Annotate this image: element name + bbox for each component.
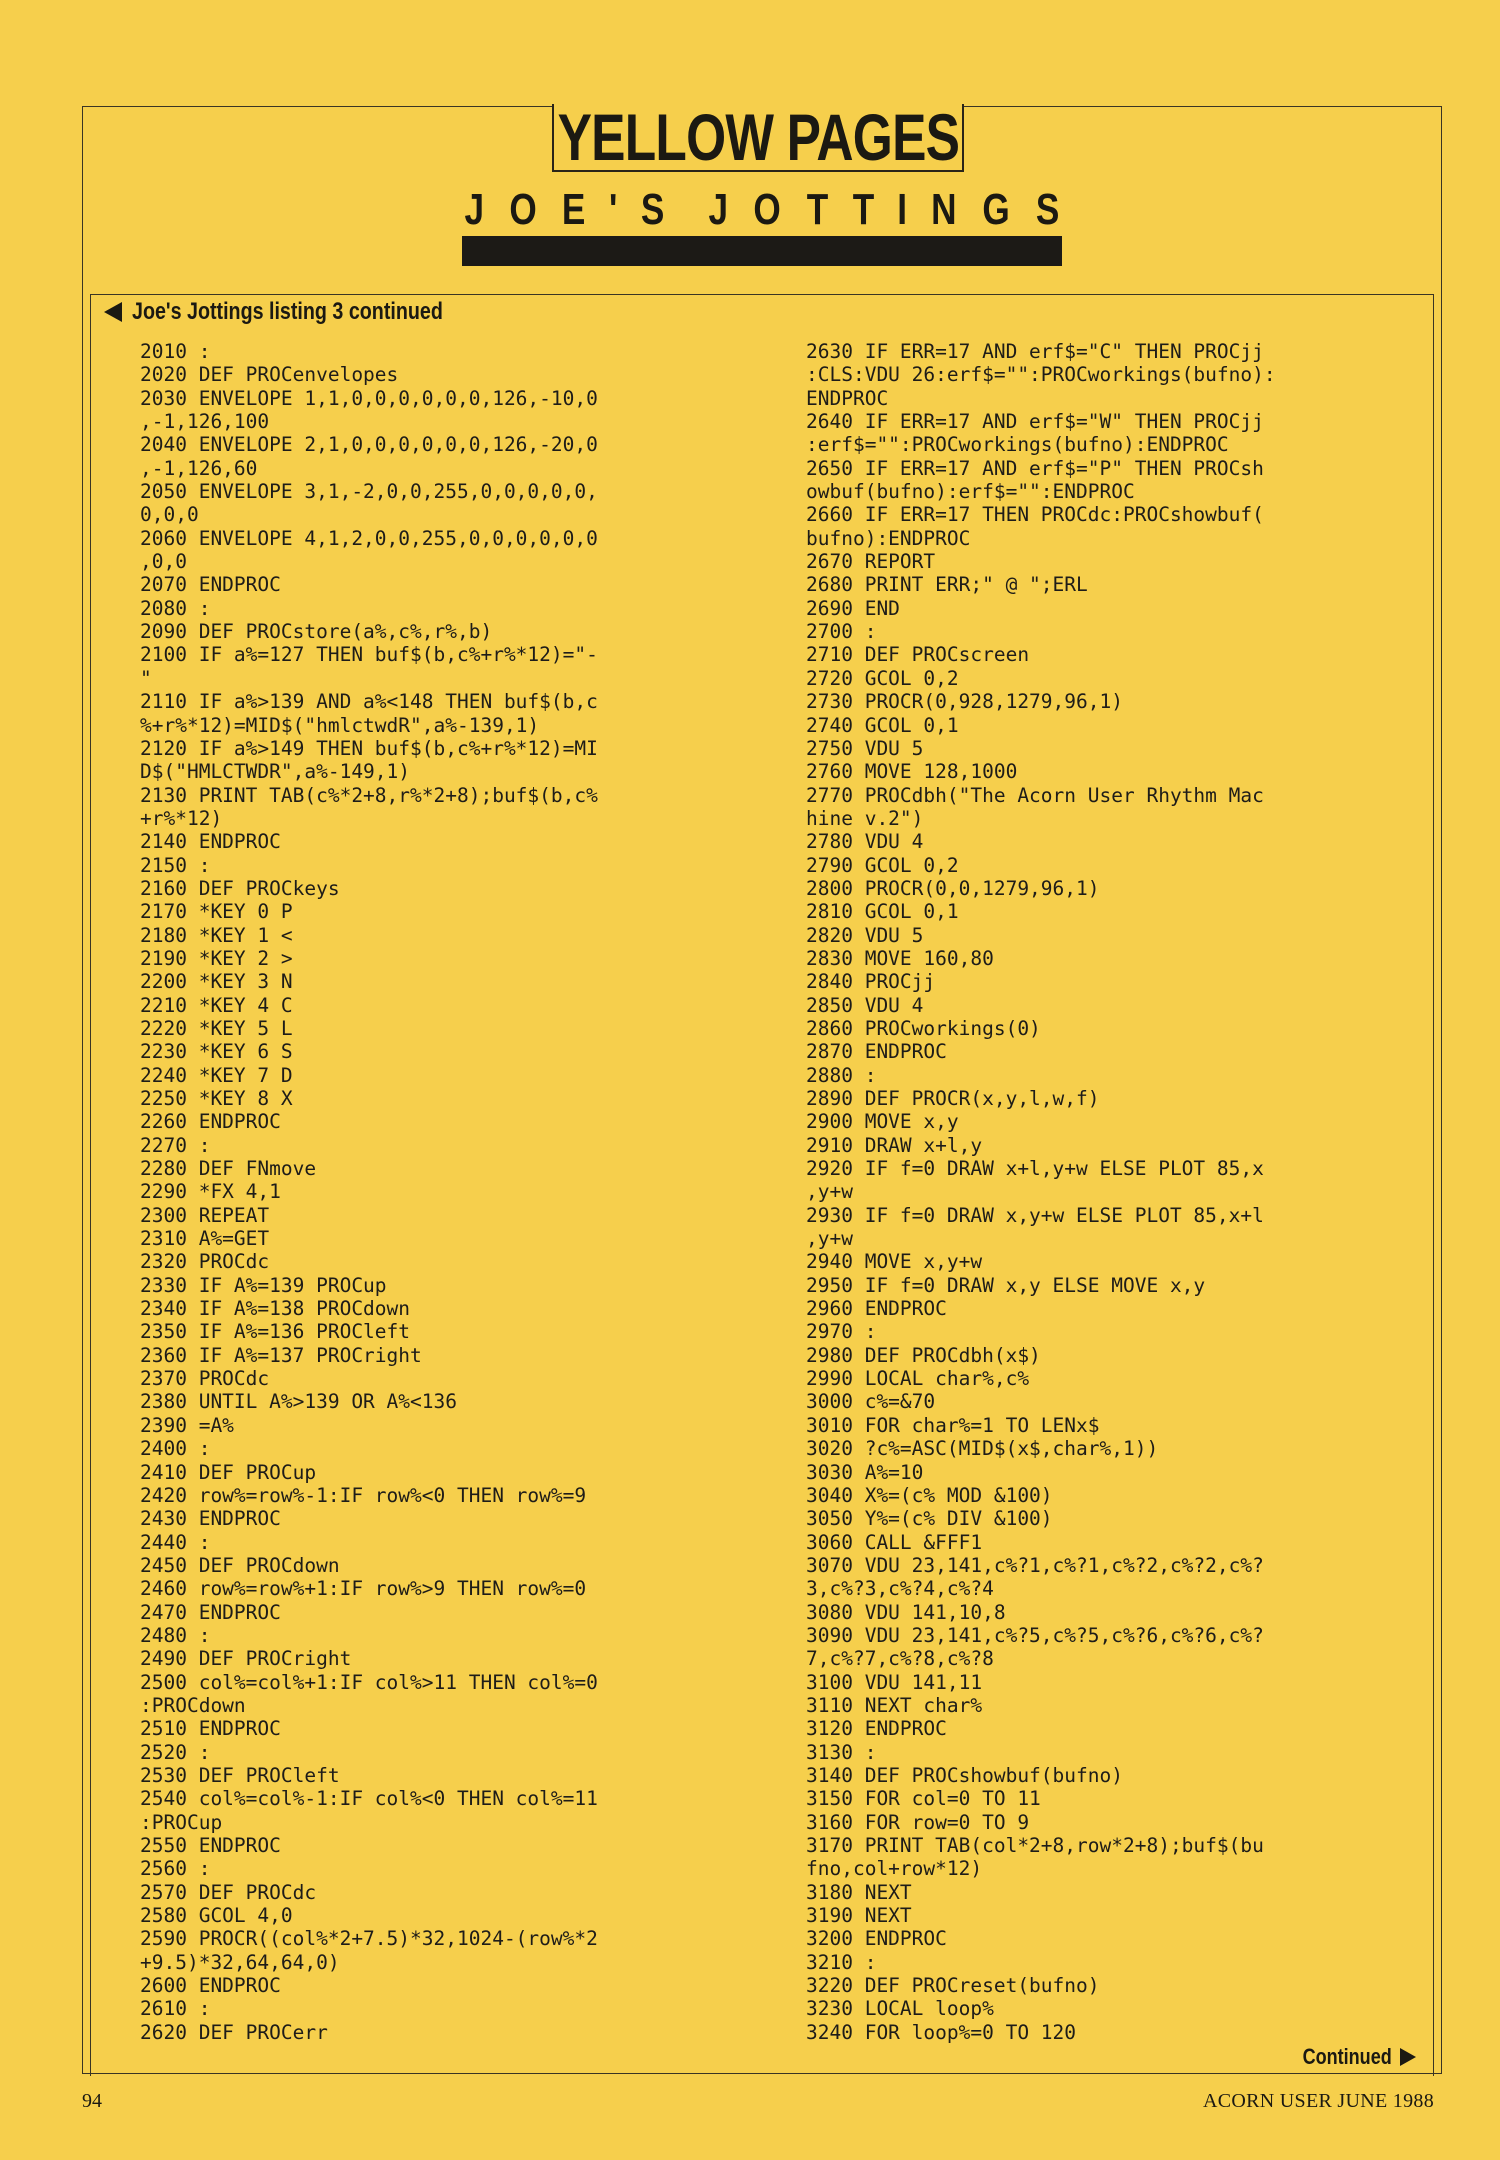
code-line: 2550 ENDPROC xyxy=(140,1834,281,1857)
code-line: 2740 GCOL 0,1 xyxy=(806,713,959,737)
code-line: 2560 : xyxy=(140,1857,211,1881)
code-line: 3030 A%=10 xyxy=(806,1460,924,1484)
code-line: 3120 ENDPROC xyxy=(806,1717,947,1741)
code-line: 2530 DEF PROCleft xyxy=(140,1763,340,1787)
code-line: :CLS:VDU 26:erf$="":PROCworkings(bufno): xyxy=(806,363,1276,387)
code-line: 2640 IF ERR=17 AND erf$="W" THEN PROCjj xyxy=(806,410,1264,434)
code-line: 2630 IF ERR=17 AND erf$="C" THEN PROCjj xyxy=(806,340,1264,363)
code-line: 3130 : xyxy=(806,1740,877,1764)
page-number: 94 xyxy=(82,2090,102,2112)
code-line: 2320 PROCdc xyxy=(140,1250,270,1274)
code-line: 3080 VDU 141,10,8 xyxy=(806,1600,1006,1624)
code-line: " xyxy=(140,666,152,690)
code-line: 2960 ENDPROC xyxy=(806,1297,947,1321)
subtitle-letter: E xyxy=(562,185,586,234)
code-line: 2040 ENVELOPE 2,1,0,0,0,0,0,0,126,-20,0 xyxy=(140,433,598,457)
code-line: 2570 DEF PROCdc xyxy=(140,1880,317,1904)
code-line: fno,col+row*12) xyxy=(806,1857,983,1881)
subtitle-letter: S xyxy=(1035,185,1059,234)
code-line: ,y+w xyxy=(806,1227,853,1251)
subtitle-letter: J xyxy=(708,185,729,234)
code-line: 2390 =A% xyxy=(140,1413,234,1437)
code-line: 2880 : xyxy=(806,1063,877,1087)
code-line: 3140 DEF PROCshowbuf(bufno) xyxy=(806,1763,1123,1787)
code-line: 2580 GCOL 4,0 xyxy=(140,1904,293,1928)
code-line: 2440 : xyxy=(140,1530,211,1554)
code-line: 3180 NEXT xyxy=(806,1880,912,1904)
code-line: :PROCup xyxy=(140,1810,223,1834)
code-line: hine v.2") xyxy=(806,806,924,830)
code-line: 2470 ENDPROC xyxy=(140,1600,281,1624)
code-line: 2310 A%=GET xyxy=(140,1227,270,1251)
code-line: 2180 *KEY 1 < xyxy=(140,923,293,947)
code-line: 2110 IF a%>139 AND a%<148 THEN buf$(b,c xyxy=(140,690,598,714)
code-line: 2930 IF f=0 DRAW x,y+w ELSE PLOT 85,x+l xyxy=(806,1203,1264,1227)
code-line: 2990 LOCAL char%,c% xyxy=(806,1367,1030,1391)
code-line: 3040 X%=(c% MOD &100) xyxy=(806,1483,1053,1507)
title-underline-bar xyxy=(462,236,1062,266)
code-line: 2020 DEF PROCenvelopes xyxy=(140,363,399,387)
code-line: ENDPROC xyxy=(806,386,889,410)
magazine-credit: ACORN USER JUNE 1988 xyxy=(1202,2090,1434,2112)
code-line: 2760 MOVE 128,1000 xyxy=(806,760,1018,784)
code-line: 2450 DEF PROCdown xyxy=(140,1553,340,1577)
code-line: 2210 *KEY 4 C xyxy=(140,993,293,1017)
subtitle-letter: O xyxy=(509,185,537,234)
subtitle-letter: G xyxy=(982,185,1010,234)
code-line: 2290 *FX 4,1 xyxy=(140,1180,281,1204)
section-title-box xyxy=(552,100,964,174)
code-line: 2870 ENDPROC xyxy=(806,1040,947,1064)
code-line: 3010 FOR char%=1 TO LENx$ xyxy=(806,1413,1100,1437)
code-line: 2510 ENDPROC xyxy=(140,1717,281,1741)
subtitle-letter: O xyxy=(753,185,781,234)
subtitle-letter: ' xyxy=(609,185,618,234)
code-line: 2670 REPORT xyxy=(806,550,936,574)
code-line: 2660 IF ERR=17 THEN PROCdc:PROCshowbuf( xyxy=(806,503,1264,527)
code-line: 2610 : xyxy=(140,1997,211,2021)
code-line: 2590 PROCR((col%*2+7.5)*32,1024-(row%*2 xyxy=(140,1927,598,1951)
code-line: 3000 c%=&70 xyxy=(806,1390,936,1414)
code-line: 2130 PRINT TAB(c%*2+8,r%*2+8);buf$(b,c% xyxy=(140,783,598,807)
code-line: 2240 *KEY 7 D xyxy=(140,1063,293,1087)
code-line: 2190 *KEY 2 > xyxy=(140,946,293,970)
right-arrow-icon xyxy=(1400,2048,1416,2066)
subtitle-letter: T xyxy=(852,185,875,234)
code-line: 2720 GCOL 0,2 xyxy=(806,666,959,690)
code-line: 2860 PROCworkings(0) xyxy=(806,1016,1041,1040)
code-line: :erf$="":PROCworkings(bufno):ENDPROC xyxy=(806,433,1229,457)
code-line: 2030 ENVELOPE 1,1,0,0,0,0,0,0,126,-10,0 xyxy=(140,386,598,410)
code-line: 3050 Y%=(c% DIV &100) xyxy=(806,1507,1053,1531)
code-line: 2600 ENDPROC xyxy=(140,1974,281,1998)
code-line: 2750 VDU 5 xyxy=(806,736,924,760)
code-line: 2280 DEF FNmove xyxy=(140,1157,317,1181)
continued-label: Continued xyxy=(1302,2044,1392,2069)
code-line: 2140 ENDPROC xyxy=(140,830,281,854)
subtitle-letter: N xyxy=(930,185,957,234)
code-line: 2810 GCOL 0,1 xyxy=(806,900,959,924)
code-line: 3100 VDU 141,11 xyxy=(806,1670,983,1694)
code-column-right xyxy=(806,340,1394,2044)
code-line: 3190 NEXT xyxy=(806,1904,912,1928)
code-line: 2500 col%=col%+1:IF col%>11 THEN col%=0 xyxy=(140,1670,598,1694)
code-line: ,0,0 xyxy=(140,550,187,574)
code-line: 2410 DEF PROCup xyxy=(140,1460,317,1484)
subtitle-letter: J xyxy=(464,185,485,234)
code-line: 2350 IF A%=136 PROCleft xyxy=(140,1320,411,1344)
subtitle-letter: S xyxy=(640,185,665,234)
code-line: 2780 VDU 4 xyxy=(806,830,924,854)
code-line: 2160 DEF PROCkeys xyxy=(140,876,340,900)
code-line: 2820 VDU 5 xyxy=(806,923,924,947)
section-title: YELLOW PAGES xyxy=(557,100,959,174)
code-line: 2420 row%=row%-1:IF row%<0 THEN row%=9 xyxy=(140,1483,587,1507)
code-line: 2490 DEF PROCright xyxy=(140,1647,352,1671)
code-line: 2620 DEF PROCerr xyxy=(140,2020,328,2044)
code-line: 3,c%?3,c%?4,c%?4 xyxy=(806,1577,994,1601)
code-line: 3070 VDU 23,141,c%?1,c%?1,c%?2,c%?2,c%? xyxy=(806,1553,1264,1577)
code-line: 2120 IF a%>149 THEN buf$(b,c%+r%*12)=MI xyxy=(140,736,598,760)
code-line: 2710 DEF PROCscreen xyxy=(806,643,1030,667)
code-line: 2090 DEF PROCstore(a%,c%,r%,b) xyxy=(140,620,493,644)
code-line: 3240 FOR loop%=0 TO 120 xyxy=(806,2020,1077,2044)
code-line: 2680 PRINT ERR;" @ ";ERL xyxy=(806,573,1088,597)
code-column-left xyxy=(140,340,700,2044)
code-line: 2200 *KEY 3 N xyxy=(140,970,293,994)
code-line: 2800 PROCR(0,0,1279,96,1) xyxy=(806,876,1100,900)
code-line: 2380 UNTIL A%>139 OR A%<136 xyxy=(140,1390,457,1414)
subtitle-letter: T xyxy=(806,185,828,234)
left-arrow-icon xyxy=(104,302,122,322)
code-line: 2730 PROCR(0,928,1279,96,1) xyxy=(806,690,1123,714)
code-line: owbuf(bufno):erf$="":ENDPROC xyxy=(806,480,1135,504)
code-line: 2520 : xyxy=(140,1740,211,1764)
listing-heading-text: Joe's Jottings listing 3 continued xyxy=(132,298,443,325)
code-line: +r%*12) xyxy=(140,806,223,830)
code-line: 2330 IF A%=139 PROCup xyxy=(140,1273,387,1297)
code-line: 2830 MOVE 160,80 xyxy=(806,946,994,970)
code-line: 2940 MOVE x,y+w xyxy=(806,1250,983,1274)
code-line: 3220 DEF PROCreset(bufno) xyxy=(806,1974,1100,1998)
code-line: 2790 GCOL 0,2 xyxy=(806,853,959,877)
code-line: 3210 : xyxy=(806,1950,877,1974)
code-line: 2070 ENDPROC xyxy=(140,573,281,597)
code-line: 3200 ENDPROC xyxy=(806,1927,947,1951)
code-line: 2540 col%=col%-1:IF col%<0 THEN col%=11 xyxy=(140,1787,598,1811)
code-line: %+r%*12)=MID$("hmlctwdR",a%-139,1) xyxy=(140,713,540,737)
code-line: 2100 IF a%=127 THEN buf$(b,c%+r%*12)="- xyxy=(140,643,598,667)
code-line: 2370 PROCdc xyxy=(140,1367,270,1391)
code-line: 2770 PROCdbh("The Acorn User Rhythm Mac xyxy=(806,783,1264,807)
column-title xyxy=(462,186,1062,234)
code-line: 2890 DEF PROCR(x,y,l,w,f) xyxy=(806,1087,1100,1110)
code-line: 2340 IF A%=138 PROCdown xyxy=(140,1297,411,1321)
code-line: 2900 MOVE x,y xyxy=(806,1110,959,1134)
code-line: ,-1,126,60 xyxy=(140,456,258,480)
subtitle-letter: I xyxy=(897,185,908,234)
code-line: 2050 ENVELOPE 3,1,-2,0,0,255,0,0,0,0,0, xyxy=(140,480,598,504)
code-line: 2690 END xyxy=(806,596,900,620)
code-line: 2910 DRAW x+l,y xyxy=(806,1133,983,1157)
code-line: 3110 NEXT char% xyxy=(806,1693,983,1717)
code-line: +9.5)*32,64,64,0) xyxy=(140,1950,340,1974)
code-line: bufno):ENDPROC xyxy=(806,526,971,550)
code-line: 2150 : xyxy=(140,853,211,877)
code-line: 3090 VDU 23,141,c%?5,c%?5,c%?6,c%?6,c%? xyxy=(806,1623,1264,1647)
code-line: 2650 IF ERR=17 AND erf$="P" THEN PROCsh xyxy=(806,456,1264,480)
code-line: 2980 DEF PROCdbh(x$) xyxy=(806,1343,1041,1367)
code-line: ,y+w xyxy=(806,1180,853,1204)
code-line: 3230 LOCAL loop% xyxy=(806,1997,994,2021)
code-line: 2400 : xyxy=(140,1437,211,1461)
code-line: 2010 : xyxy=(140,340,211,363)
code-line: 7,c%?7,c%?8,c%?8 xyxy=(806,1647,994,1671)
code-line: 2700 : xyxy=(806,620,877,644)
code-line: 2250 *KEY 8 X xyxy=(140,1087,293,1110)
code-line: 3170 PRINT TAB(col*2+8,row*2+8);buf$(bu xyxy=(806,1834,1264,1857)
code-line: D$("HMLCTWDR",a%-149,1) xyxy=(140,760,411,784)
code-line: 2360 IF A%=137 PROCright xyxy=(140,1343,422,1367)
code-line: 2060 ENVELOPE 4,1,2,0,0,255,0,0,0,0,0,0 xyxy=(140,526,598,550)
code-line: 2230 *KEY 6 S xyxy=(140,1040,293,1064)
code-line: :PROCdown xyxy=(140,1693,246,1717)
code-line: 2480 : xyxy=(140,1623,211,1647)
code-line: 2950 IF f=0 DRAW x,y ELSE MOVE x,y xyxy=(806,1273,1206,1297)
code-line: 0,0,0 xyxy=(140,503,199,527)
code-line: 2430 ENDPROC xyxy=(140,1507,281,1531)
code-line: 2850 VDU 4 xyxy=(806,993,924,1017)
code-line: 2920 IF f=0 DRAW x+l,y+w ELSE PLOT 85,x xyxy=(806,1157,1264,1181)
code-line: 2460 row%=row%+1:IF row%>9 THEN row%=0 xyxy=(140,1577,587,1601)
code-line: 2260 ENDPROC xyxy=(140,1110,281,1134)
code-line: 2300 REPEAT xyxy=(140,1203,270,1227)
code-line: 2970 : xyxy=(806,1320,877,1344)
continued-marker xyxy=(1283,2044,1416,2070)
listing-heading xyxy=(104,296,511,328)
code-line: 3060 CALL &FFF1 xyxy=(806,1530,983,1554)
code-line: 2270 : xyxy=(140,1133,211,1157)
code-line: 3150 FOR col=0 TO 11 xyxy=(806,1787,1041,1811)
code-line: 3020 ?c%=ASC(MID$(x$,char%,1)) xyxy=(806,1437,1159,1461)
code-line: ,-1,126,100 xyxy=(140,410,270,434)
code-line: 2170 *KEY 0 P xyxy=(140,900,293,924)
code-line: 2080 : xyxy=(140,596,211,620)
code-line: 2840 PROCjj xyxy=(806,970,936,994)
code-line: 3160 FOR row=0 TO 9 xyxy=(806,1810,1030,1834)
code-line: 2220 *KEY 5 L xyxy=(140,1016,293,1040)
